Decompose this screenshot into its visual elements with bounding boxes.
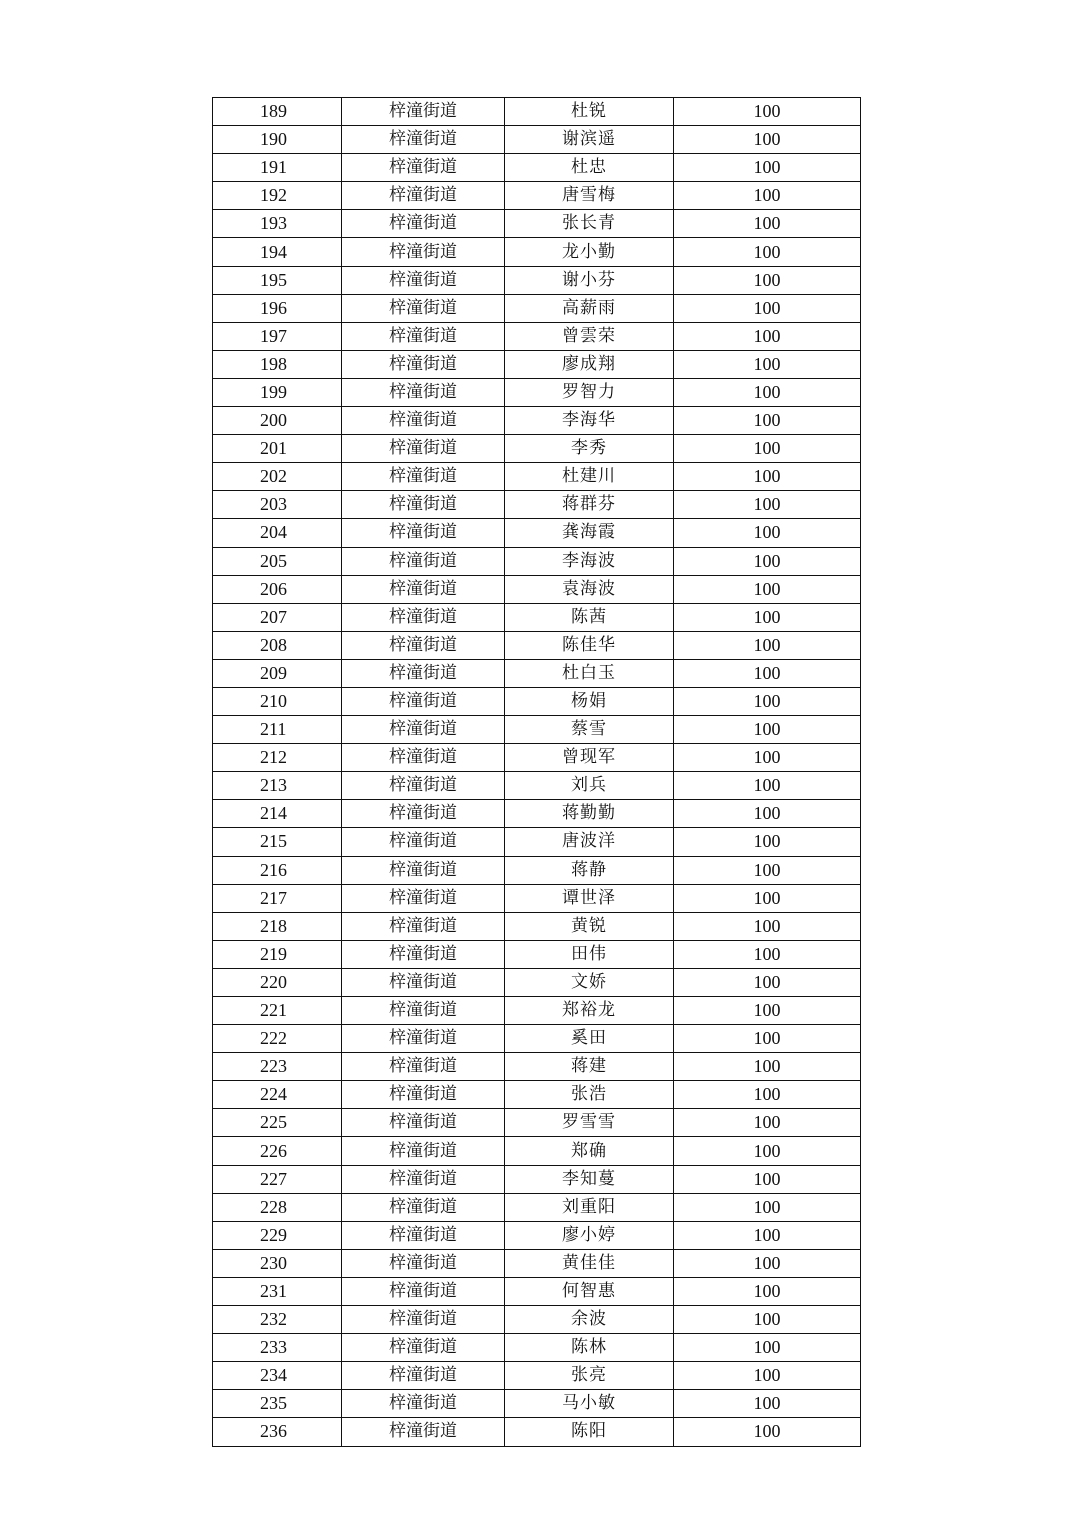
amount-cell: 100 [674,407,861,435]
person-name-cell: 李海华 [505,407,674,435]
row-number-cell: 196 [213,294,342,322]
table-row [213,828,861,856]
person-name-cell: 黄佳佳 [505,1249,674,1277]
amount-cell: 100 [674,884,861,912]
street-cell: 梓潼街道 [342,519,505,547]
street-cell: 梓潼街道 [342,968,505,996]
street-cell: 梓潼街道 [342,1418,505,1446]
table-row [213,800,861,828]
person-name-cell: 李知蔓 [505,1165,674,1193]
row-number-cell: 224 [213,1081,342,1109]
street-cell: 梓潼街道 [342,238,505,266]
street-cell: 梓潼街道 [342,1362,505,1390]
street-cell: 梓潼街道 [342,828,505,856]
row-number-cell: 207 [213,603,342,631]
table-row [213,659,861,687]
table-row [213,1277,861,1305]
person-name-cell: 张长青 [505,210,674,238]
person-name-cell: 曾雲荣 [505,322,674,350]
table-row [213,98,861,126]
amount-cell: 100 [674,547,861,575]
table-row [213,940,861,968]
amount-cell: 100 [674,575,861,603]
table-row [213,997,861,1025]
row-number-cell: 231 [213,1277,342,1305]
amount-cell: 100 [674,744,861,772]
street-cell: 梓潼街道 [342,884,505,912]
table-row [213,856,861,884]
person-name-cell: 陈阳 [505,1418,674,1446]
amount-cell: 100 [674,856,861,884]
person-name-cell: 陈林 [505,1334,674,1362]
table-row [213,1362,861,1390]
row-number-cell: 191 [213,154,342,182]
person-name-cell: 唐雪梅 [505,182,674,210]
street-cell: 梓潼街道 [342,350,505,378]
amount-cell: 100 [674,1390,861,1418]
row-number-cell: 201 [213,435,342,463]
amount-cell: 100 [674,1081,861,1109]
street-cell: 梓潼街道 [342,1306,505,1334]
street-cell: 梓潼街道 [342,1109,505,1137]
row-number-cell: 222 [213,1025,342,1053]
street-cell: 梓潼街道 [342,997,505,1025]
amount-cell: 100 [674,266,861,294]
table-row [213,350,861,378]
row-number-cell: 221 [213,997,342,1025]
amount-cell: 100 [674,940,861,968]
table-row [213,1334,861,1362]
person-name-cell: 陈佳华 [505,631,674,659]
amount-cell: 100 [674,322,861,350]
row-number-cell: 203 [213,491,342,519]
table-row [213,1025,861,1053]
roster-table [212,97,861,1447]
row-number-cell: 226 [213,1137,342,1165]
person-name-cell: 廖成翔 [505,350,674,378]
row-number-cell: 217 [213,884,342,912]
amount-cell: 100 [674,1053,861,1081]
street-cell: 梓潼街道 [342,294,505,322]
table-row [213,491,861,519]
person-name-cell: 杜白玉 [505,659,674,687]
amount-cell: 100 [674,659,861,687]
table-row [213,1109,861,1137]
table-row [213,407,861,435]
person-name-cell: 李秀 [505,435,674,463]
person-name-cell: 刘兵 [505,772,674,800]
person-name-cell: 黄锐 [505,912,674,940]
table-row [213,547,861,575]
street-cell: 梓潼街道 [342,800,505,828]
person-name-cell: 田伟 [505,940,674,968]
table-row [213,575,861,603]
amount-cell: 100 [674,98,861,126]
row-number-cell: 212 [213,744,342,772]
row-number-cell: 208 [213,631,342,659]
table-row [213,182,861,210]
person-name-cell: 蒋勤勤 [505,800,674,828]
person-name-cell: 蒋群芬 [505,491,674,519]
street-cell: 梓潼街道 [342,1221,505,1249]
person-name-cell: 奚田 [505,1025,674,1053]
row-number-cell: 199 [213,378,342,406]
street-cell: 梓潼街道 [342,856,505,884]
row-number-cell: 205 [213,547,342,575]
table-row [213,772,861,800]
table-row [213,463,861,491]
amount-cell: 100 [674,687,861,715]
row-number-cell: 218 [213,912,342,940]
table-row [213,294,861,322]
table-row [213,1249,861,1277]
street-cell: 梓潼街道 [342,266,505,294]
person-name-cell: 杜忠 [505,154,674,182]
row-number-cell: 232 [213,1306,342,1334]
table-row [213,126,861,154]
amount-cell: 100 [674,126,861,154]
person-name-cell: 文娇 [505,968,674,996]
row-number-cell: 198 [213,350,342,378]
row-number-cell: 204 [213,519,342,547]
amount-cell: 100 [674,519,861,547]
person-name-cell: 杜锐 [505,98,674,126]
person-name-cell: 杨娟 [505,687,674,715]
street-cell: 梓潼街道 [342,1053,505,1081]
row-number-cell: 225 [213,1109,342,1137]
amount-cell: 100 [674,772,861,800]
person-name-cell: 谢滨遥 [505,126,674,154]
amount-cell: 100 [674,912,861,940]
amount-cell: 100 [674,210,861,238]
table-row [213,1053,861,1081]
person-name-cell: 谭世泽 [505,884,674,912]
street-cell: 梓潼街道 [342,631,505,659]
person-name-cell: 谢小芬 [505,266,674,294]
amount-cell: 100 [674,1221,861,1249]
table-row [213,744,861,772]
table-row [213,435,861,463]
row-number-cell: 194 [213,238,342,266]
street-cell: 梓潼街道 [342,491,505,519]
table-row [213,154,861,182]
table-row [213,266,861,294]
table-row [213,519,861,547]
street-cell: 梓潼街道 [342,1390,505,1418]
table-row [213,1221,861,1249]
amount-cell: 100 [674,378,861,406]
amount-cell: 100 [674,238,861,266]
amount-cell: 100 [674,997,861,1025]
row-number-cell: 192 [213,182,342,210]
row-number-cell: 233 [213,1334,342,1362]
amount-cell: 100 [674,435,861,463]
street-cell: 梓潼街道 [342,182,505,210]
table-row [213,1081,861,1109]
row-number-cell: 223 [213,1053,342,1081]
street-cell: 梓潼街道 [342,210,505,238]
table-row [213,631,861,659]
table-row [213,1390,861,1418]
amount-cell: 100 [674,1334,861,1362]
street-cell: 梓潼街道 [342,716,505,744]
table-row [213,687,861,715]
street-cell: 梓潼街道 [342,378,505,406]
person-name-cell: 廖小婷 [505,1221,674,1249]
table-row [213,912,861,940]
amount-cell: 100 [674,294,861,322]
amount-cell: 100 [674,1277,861,1305]
table-row [213,1418,861,1446]
roster-table-body [213,98,861,1447]
row-number-cell: 230 [213,1249,342,1277]
table-row [213,210,861,238]
row-number-cell: 216 [213,856,342,884]
row-number-cell: 202 [213,463,342,491]
amount-cell: 100 [674,463,861,491]
person-name-cell: 龚海霞 [505,519,674,547]
person-name-cell: 郑确 [505,1137,674,1165]
table-row [213,968,861,996]
document-page [212,97,860,1447]
amount-cell: 100 [674,182,861,210]
row-number-cell: 235 [213,1390,342,1418]
street-cell: 梓潼街道 [342,1193,505,1221]
person-name-cell: 蒋建 [505,1053,674,1081]
table-row [213,716,861,744]
amount-cell: 100 [674,800,861,828]
street-cell: 梓潼街道 [342,940,505,968]
person-name-cell: 杜建川 [505,463,674,491]
table-row [213,603,861,631]
street-cell: 梓潼街道 [342,912,505,940]
amount-cell: 100 [674,1137,861,1165]
street-cell: 梓潼街道 [342,435,505,463]
person-name-cell: 龙小勤 [505,238,674,266]
row-number-cell: 211 [213,716,342,744]
row-number-cell: 214 [213,800,342,828]
person-name-cell: 李海波 [505,547,674,575]
street-cell: 梓潼街道 [342,407,505,435]
row-number-cell: 195 [213,266,342,294]
amount-cell: 100 [674,1109,861,1137]
amount-cell: 100 [674,350,861,378]
amount-cell: 100 [674,828,861,856]
row-number-cell: 227 [213,1165,342,1193]
row-number-cell: 213 [213,772,342,800]
street-cell: 梓潼街道 [342,687,505,715]
table-row [213,884,861,912]
amount-cell: 100 [674,154,861,182]
row-number-cell: 193 [213,210,342,238]
person-name-cell: 余波 [505,1306,674,1334]
amount-cell: 100 [674,1193,861,1221]
person-name-cell: 陈茜 [505,603,674,631]
row-number-cell: 228 [213,1193,342,1221]
amount-cell: 100 [674,968,861,996]
amount-cell: 100 [674,1418,861,1446]
row-number-cell: 236 [213,1418,342,1446]
person-name-cell: 罗智力 [505,378,674,406]
street-cell: 梓潼街道 [342,322,505,350]
row-number-cell: 206 [213,575,342,603]
street-cell: 梓潼街道 [342,575,505,603]
amount-cell: 100 [674,1249,861,1277]
amount-cell: 100 [674,1306,861,1334]
street-cell: 梓潼街道 [342,547,505,575]
table-row [213,322,861,350]
table-row [213,238,861,266]
person-name-cell: 张浩 [505,1081,674,1109]
person-name-cell: 高薪雨 [505,294,674,322]
street-cell: 梓潼街道 [342,1277,505,1305]
row-number-cell: 234 [213,1362,342,1390]
amount-cell: 100 [674,631,861,659]
street-cell: 梓潼街道 [342,603,505,631]
person-name-cell: 曾现军 [505,744,674,772]
row-number-cell: 229 [213,1221,342,1249]
amount-cell: 100 [674,1362,861,1390]
row-number-cell: 197 [213,322,342,350]
row-number-cell: 190 [213,126,342,154]
person-name-cell: 唐波洋 [505,828,674,856]
row-number-cell: 189 [213,98,342,126]
table-row [213,1165,861,1193]
street-cell: 梓潼街道 [342,154,505,182]
person-name-cell: 蒋静 [505,856,674,884]
street-cell: 梓潼街道 [342,98,505,126]
table-row [213,378,861,406]
street-cell: 梓潼街道 [342,772,505,800]
table-row [213,1193,861,1221]
street-cell: 梓潼街道 [342,1334,505,1362]
street-cell: 梓潼街道 [342,1025,505,1053]
amount-cell: 100 [674,491,861,519]
street-cell: 梓潼街道 [342,1137,505,1165]
person-name-cell: 蔡雪 [505,716,674,744]
amount-cell: 100 [674,1025,861,1053]
street-cell: 梓潼街道 [342,659,505,687]
street-cell: 梓潼街道 [342,1249,505,1277]
street-cell: 梓潼街道 [342,744,505,772]
street-cell: 梓潼街道 [342,1165,505,1193]
table-row [213,1306,861,1334]
row-number-cell: 209 [213,659,342,687]
person-name-cell: 刘重阳 [505,1193,674,1221]
amount-cell: 100 [674,1165,861,1193]
person-name-cell: 罗雪雪 [505,1109,674,1137]
street-cell: 梓潼街道 [342,463,505,491]
row-number-cell: 220 [213,968,342,996]
row-number-cell: 210 [213,687,342,715]
person-name-cell: 袁海波 [505,575,674,603]
row-number-cell: 219 [213,940,342,968]
person-name-cell: 马小敏 [505,1390,674,1418]
amount-cell: 100 [674,716,861,744]
person-name-cell: 何智惠 [505,1277,674,1305]
row-number-cell: 215 [213,828,342,856]
street-cell: 梓潼街道 [342,126,505,154]
person-name-cell: 张亮 [505,1362,674,1390]
table-row [213,1137,861,1165]
row-number-cell: 200 [213,407,342,435]
street-cell: 梓潼街道 [342,1081,505,1109]
person-name-cell: 郑裕龙 [505,997,674,1025]
amount-cell: 100 [674,603,861,631]
